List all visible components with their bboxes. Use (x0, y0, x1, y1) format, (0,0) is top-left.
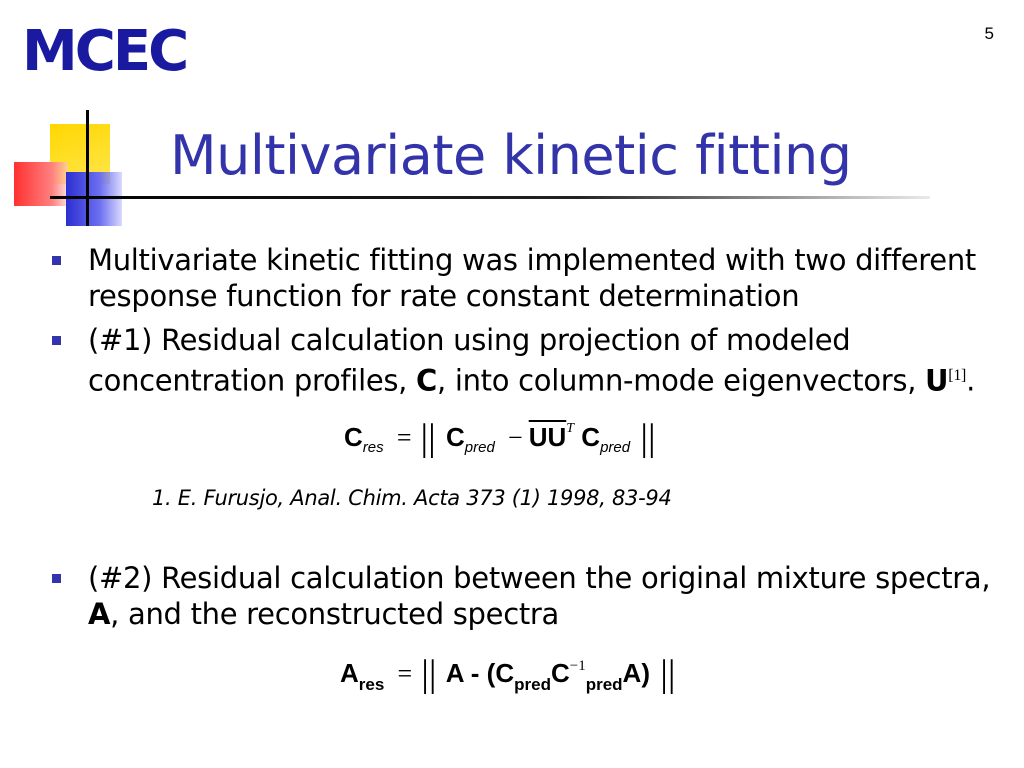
reference-citation: 1. E. Furusjo, Anal. Chim. Acta 373 (1) 1998, 83-94 (152, 486, 672, 510)
eq1-equals: = (396, 423, 412, 452)
red-square (14, 162, 68, 206)
bullet-text-pre: (#2) Residual calculation between the original mixture spectra, (88, 561, 991, 595)
eq1-minus: − (508, 423, 523, 452)
bullet-text-post: , and the reconstructed spectra (110, 597, 560, 631)
bold-a: A (88, 597, 111, 631)
equation-2 (340, 648, 678, 695)
mcec-logo (22, 20, 198, 78)
bullet-square-icon (52, 336, 61, 345)
vertical-rule (86, 110, 89, 226)
eq2-paren-open: ( (486, 658, 496, 688)
bullet-text-pre: (#1) Residual calculation using projection of modeled concentration profiles, (88, 323, 851, 398)
eq1-u: $\overline{U}$ (528, 422, 548, 452)
bold-u: U (925, 363, 949, 398)
title-decoration (0, 110, 160, 230)
eq2-lhs: A (340, 658, 359, 688)
citation-sup: [1] (948, 367, 967, 384)
bullet-square-icon (52, 574, 61, 583)
eq2-a: A (445, 658, 464, 688)
eq2-norm-open: || (421, 653, 437, 695)
title-underline (50, 196, 930, 199)
bullet-item-3 (48, 560, 998, 632)
eq2-paren-close: ) (641, 658, 650, 688)
eq2-norm-close: || (660, 653, 676, 695)
bold-c: C (416, 363, 437, 398)
bullet-list (48, 242, 998, 407)
bullet-text: Multivariate kinetic fitting was implemented with two different response function for rate constant determination (88, 243, 976, 313)
eq2-c-inverse: C (550, 658, 570, 688)
bullet-text-post: . (966, 363, 975, 398)
eq2-inverse-sup: −1 (569, 658, 586, 674)
bullet-item-2 (48, 322, 998, 399)
eq1-cpred-2-sub: pred (600, 439, 631, 456)
eq2-c-inverse-sub: pred (585, 675, 623, 694)
eq1-lhs: C (344, 422, 363, 452)
bullet-item-1 (48, 242, 998, 314)
bullet-list-2 (48, 560, 998, 640)
equation-1 (344, 412, 659, 459)
eq1-cpred: C (445, 422, 465, 452)
logo-text: MCEC (22, 20, 187, 78)
eq1-norm-open: || (420, 417, 436, 459)
blue-square (66, 172, 122, 226)
eq2-minus: - (470, 658, 480, 688)
eq2-cpred: C (495, 658, 515, 688)
eq2-lhs-sub: res (358, 675, 385, 694)
slide-title: Multivariate kinetic fitting (170, 124, 852, 187)
eq2-equals: = (397, 659, 413, 688)
eq1-norm-close: || (640, 417, 656, 459)
eq1-transpose: T (566, 421, 575, 436)
page-number: 5 (984, 24, 994, 43)
eq1-lhs-sub: res (362, 439, 384, 456)
eq1-cpred-2: C (581, 422, 601, 452)
bullet-text-mid: , into column-mode eigenvectors, (437, 363, 926, 398)
eq2-a-2: A (622, 658, 642, 688)
eq1-u-transpose: $\overline{U}$ (547, 422, 567, 452)
eq2-cpred-sub: pred (514, 675, 551, 694)
bullet-square-icon (52, 256, 61, 265)
eq1-cpred-sub: pred (464, 439, 495, 456)
